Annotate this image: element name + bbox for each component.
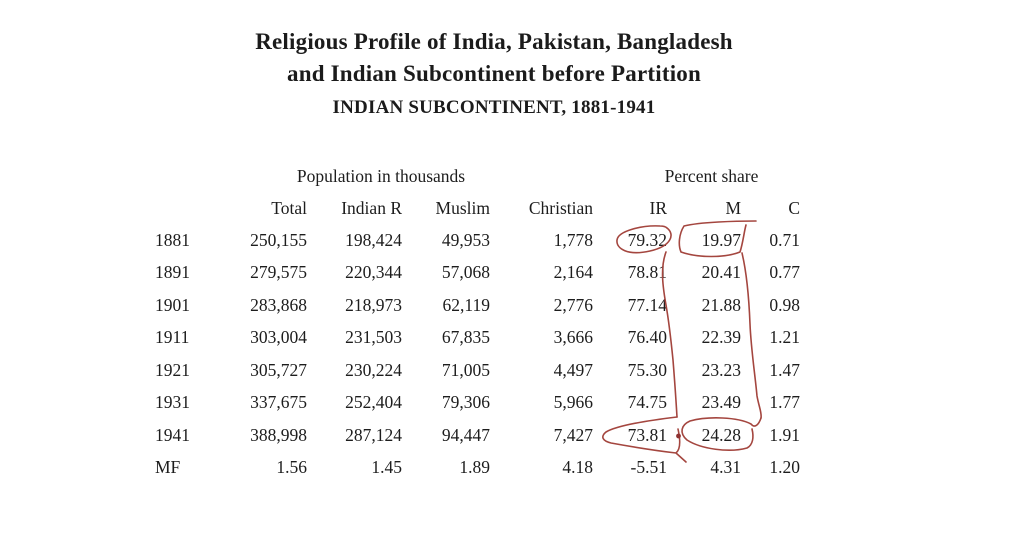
column-header-c: C [788,197,800,218]
row-label: 1911 [155,327,190,348]
table-cell: 75.30 [627,359,667,380]
document-subtitle: INDIAN SUBCONTINENT, 1881-1941 [332,97,656,118]
table-cell: 0.98 [769,294,800,315]
table-cell: 305,727 [250,359,307,380]
table-cell: 0.77 [769,262,800,283]
column-header-total: Total [271,197,307,218]
table-cell: 1.89 [459,457,490,478]
corner-cell [155,160,215,192]
table-cell: 287,124 [345,424,402,445]
table-cell: 1.47 [769,359,800,380]
table-cell: 198,424 [345,229,402,250]
group-header-population: Population in thousands [296,165,466,186]
table-cell: 23.23 [701,359,741,380]
table-cell: 79.32 [627,229,667,250]
table-cell: 1.77 [769,392,800,413]
table-cell: 218,973 [345,294,402,315]
table-row [155,419,800,452]
table-cell: 62,119 [442,294,490,315]
table-row [155,387,800,420]
table-cell: 94,447 [441,424,490,445]
table-cell: 283,868 [250,294,307,315]
table-cell: 71,005 [441,359,490,380]
table-cell: 1.56 [276,457,307,478]
table-cell: 220,344 [345,262,402,283]
table-cell: 231,503 [345,327,402,348]
table-head [155,160,800,224]
table-row [155,322,800,355]
table-cell: 23.49 [701,392,741,413]
table-cell: 0.71 [769,229,800,250]
table-cell: 1.20 [769,457,800,478]
table-cell: -5.51 [630,457,667,478]
table-cell: 388,998 [250,424,307,445]
row-label: MF [155,457,181,478]
column-header-christian: Christian [528,197,593,218]
table-cell: 230,224 [345,359,402,380]
table-row [155,354,800,387]
row-label: 1921 [155,359,190,380]
table-cell: 250,155 [250,229,307,250]
table-cell: 67,835 [441,327,490,348]
row-label: 1901 [155,294,190,315]
table-cell: 279,575 [250,262,307,283]
table-cell: 1.45 [371,457,402,478]
table-cell: 57,068 [441,262,490,283]
table-cell: 78.81 [627,262,667,283]
religion-profile-table [155,160,800,484]
table-cell: 7,427 [553,424,593,445]
corner-cell [155,192,215,224]
table-row [155,224,800,257]
table-cell: 5,966 [553,392,593,413]
table-cell: 1.21 [769,327,800,348]
column-header-muslim: Muslim [435,197,490,218]
table-cell: 2,164 [553,262,593,283]
table-row [155,452,800,485]
column-header-indian-r: Indian R [341,197,402,218]
row-label: 1931 [155,392,190,413]
column-header-ir: IR [649,197,667,218]
table-cell: 4,497 [553,359,593,380]
table-cell: 73.81 [627,424,667,445]
table-cell: 74.75 [627,392,667,413]
column-header-m: M [725,197,741,218]
table-cell: 77.14 [627,294,667,315]
table-cell: 1,778 [553,229,593,250]
table-cell: 4.18 [562,457,593,478]
row-label: 1891 [155,262,190,283]
table-body [155,224,800,484]
row-label: 1881 [155,229,190,250]
group-header-row [155,160,800,192]
document-title-line2: and Indian Subcontinent before Partition [287,61,701,86]
table-cell: 24.28 [701,424,741,445]
table-cell: 303,004 [250,327,307,348]
table-cell: 20.41 [701,262,741,283]
table-cell: 22.39 [701,327,741,348]
table-cell: 337,675 [250,392,307,413]
table-cell: 79,306 [441,392,490,413]
table-row [155,289,800,322]
group-header-percent-share: Percent share [664,165,759,186]
table-cell: 3,666 [553,327,593,348]
table-cell: 49,953 [441,229,490,250]
table-cell: 1.91 [769,424,800,445]
table-cell: 19.97 [701,229,741,250]
table-cell: 4.31 [710,457,741,478]
document-title-line1: Religious Profile of India, Pakistan, Bangladesh [255,29,733,54]
column-header-row [155,192,800,224]
table-cell: 252,404 [345,392,402,413]
title-block [0,26,988,120]
row-label: 1941 [155,424,190,445]
table-cell: 76.40 [627,327,667,348]
table-cell: 2,776 [553,294,593,315]
table-cell: 21.88 [701,294,741,315]
table-row [155,257,800,290]
